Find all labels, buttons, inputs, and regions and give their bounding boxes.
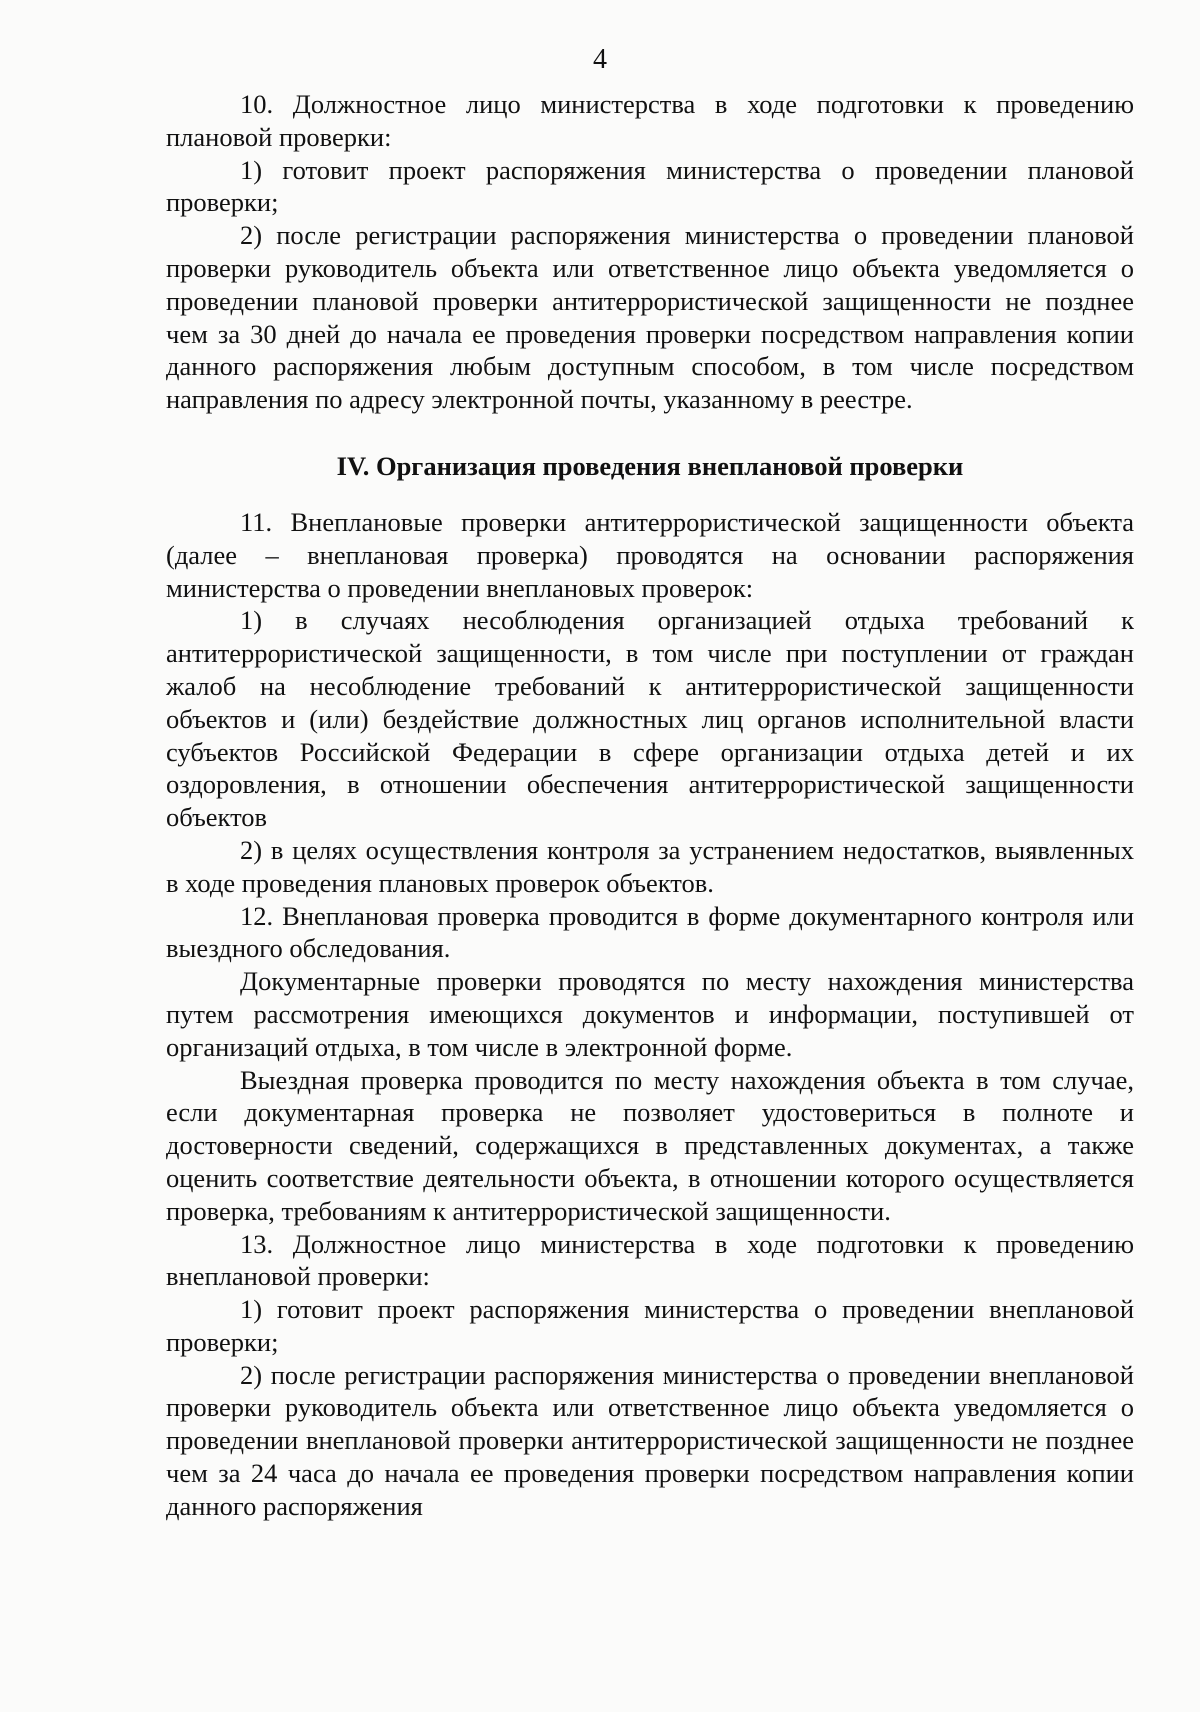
paragraph-13-item-2: 2) после регистрации распоряжения министерства о проведении внеплановой проверки руководитель объекта или ответственное лицо объекта уведомляется о проведении внеплановой проверки антитеррористической защищенности не позднее чем за 24 часа до начала ее проведения проверки посредством направления копии данного распоряжения xyxy=(166,1359,1134,1521)
section-heading: IV. Организация проведения внеплановой проверки xyxy=(336,450,964,481)
paragraph-11-item-2: 2) в целях осуществления контроля за устранением недостатков, выявленных в ходе проведения плановых проверок объектов. xyxy=(166,834,1134,898)
page-number: 4 xyxy=(593,44,607,75)
paragraph-10-item-2: 2) после регистрации распоряжения министерства о проведении плановой проверки руководитель объекта или ответственное лицо объекта уведомляется о проведении плановой проверки антитеррористической защищенности не позднее чем за 30 дней до начала ее проведения проверки посредством направления копии данного распоряжения любым доступным способом, в том числе посредством направления по адресу электронной почты, указанному в реестре. xyxy=(166,220,1134,415)
paragraph-10-item-1: 1) готовит проект распоряжения министерства о проведении плановой проверки; xyxy=(166,154,1134,218)
document-body xyxy=(166,88,1134,1523)
paragraph-11: 11. Внеплановые проверки антитеррористической защищенности объекта (далее – внеплановая проверка) проводятся на основании распоряжения министерства о проведении внеплановых проверок: xyxy=(166,506,1134,603)
paragraph-13-item-1: 1) готовит проект распоряжения министерства о проведении внеплановой проверки; xyxy=(166,1294,1134,1357)
paragraph-11-item-1: 1) в случаях несоблюдения организацией отдыха требований к антитеррористической защищенности, в том числе при поступлении от граждан жалоб на несоблюдение требований к антитеррористической защищенности объектов и (или) бездействие должностных лиц органов исполнительной власти субъектов Российской Федерации в сфере организации отдыха детей и их оздоровления, в отношении обеспечения антитеррористической защищенности объектов xyxy=(166,605,1134,833)
paragraph-12-documentary: Документарные проверки проводятся по месту нахождения министерства путем рассмотрения имеющихся документов и информации, поступившей от организаций отдыха, в том числе в электронной форме. xyxy=(166,966,1134,1062)
paragraph-13: 13. Должностное лицо министерства в ходе подготовки к проведению внеплановой проверки: xyxy=(166,1228,1134,1292)
paragraph-10: 10. Должностное лицо министерства в ходе подготовки к проведению плановой проверки: xyxy=(166,89,1134,152)
paragraph-12: 12. Внеплановая проверка проводится в форме документарного контроля или выездного обследования. xyxy=(166,900,1134,964)
paragraph-12-field-check: Выездная проверка проводится по месту нахождения объекта в том случае, если документарная проверка не позволяет удостовериться в полноте и достоверности сведений, содержащихся в представленных документах, а также оценить соответствие деятельности объекта, в отношении которого осуществляется проверка, требованиям к антитеррористической защищенности. xyxy=(166,1064,1134,1226)
